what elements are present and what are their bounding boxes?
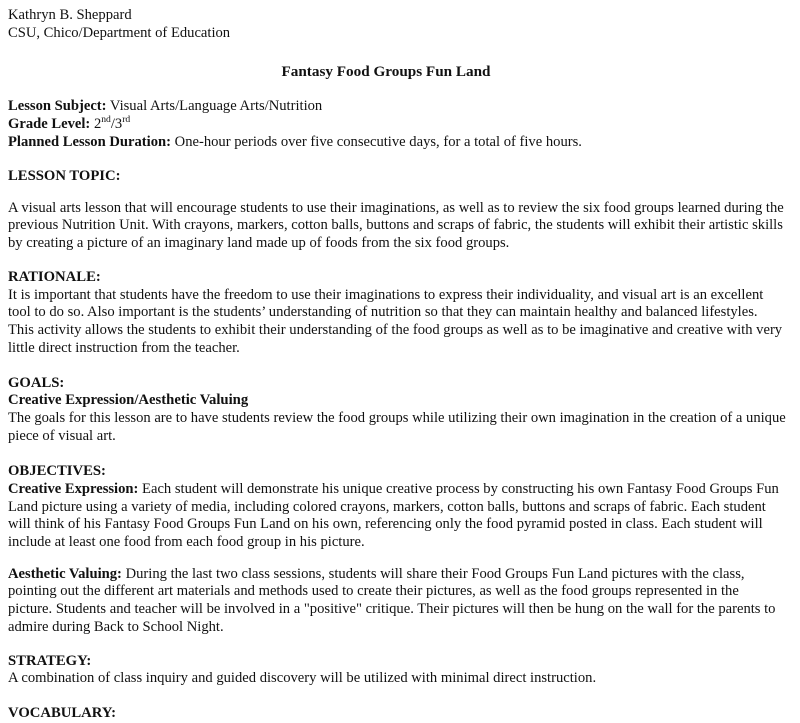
section-heading-goals: GOALS: (8, 374, 65, 391)
objective-creative-expression-label: Creative Expression: (8, 480, 139, 497)
objective-aesthetic-valuing-body: During the last two class sessions, students will share their Food Groups Fun Land pictures with the class, pointing out the different art materials and methods used to create their pictures, as well as the food groups represented in the picture. Students and teacher will be involved in a "positive" critique. Their pictures will then be hung on the wall for the parents to admire during Back to School Night. (8, 565, 776, 635)
grade-ordinal-base-1: 2 (93, 116, 102, 133)
author-header (8, 7, 786, 42)
section-vocabulary (8, 705, 786, 723)
section-heading-strategy: STRATEGY: (8, 652, 92, 669)
section-rationale (8, 269, 786, 358)
meta-grade-level (8, 116, 786, 134)
meta-lesson-subject-value: Visual Arts/Language Arts/Nutrition (109, 98, 323, 115)
grade-ordinal-suffix-1: nd (101, 114, 111, 126)
grade-ordinal-base-2: 3 (114, 116, 123, 133)
section-objectives (8, 463, 786, 637)
section-body-rationale: It is important that students have the freedom to use their imaginations to express their individuality, and visual art is an excellent tool to do so. Also important is the students’ understanding of nutrition so that they can maintain healthy and balanced lifestyles. This activity allows the students to exhibit their understanding of the food groups as well as to be imaginative and creative with very little direct instruction from the teacher. (8, 286, 783, 356)
meta-lesson-duration (8, 134, 786, 152)
section-strategy (8, 653, 786, 689)
meta-lesson-duration-label: Planned Lesson Duration: (8, 133, 171, 150)
lesson-metadata (8, 98, 786, 151)
page-title: Fantasy Food Groups Fun Land (281, 63, 491, 80)
section-subheading-goals: Creative Expression/Aesthetic Valuing (8, 392, 249, 409)
author-name: Kathryn B. Sheppard (8, 7, 132, 23)
meta-grade-level-label: Grade Level: (8, 116, 91, 133)
meta-lesson-duration-value: One-hour periods over five consecutive days, for a total of five hours. (174, 133, 582, 150)
grade-separator: / (110, 116, 115, 133)
grade-ordinal-suffix-2: rd (122, 114, 131, 126)
author-affiliation: CSU, Chico/Department of Education (8, 24, 231, 41)
section-lesson-topic (8, 168, 786, 253)
section-heading-vocabulary: VOCABULARY: (8, 705, 116, 722)
section-body-lesson-topic: A visual arts lesson that will encourage students to use their imaginations, as well as to review the six food groups learned during the previous Nutrition Unit. With crayons, markers, cotton balls, buttons and scraps of fabric, the students will exhibit their artistic skills by creating a picture of an imaginary land made up of foods from the six food groups. (8, 199, 784, 251)
meta-grade-level-value (94, 116, 130, 132)
objective-aesthetic-valuing-label: Aesthetic Valuing: (8, 565, 122, 582)
section-heading-rationale: RATIONALE: (8, 268, 101, 285)
objective-aesthetic-valuing (8, 566, 786, 637)
section-heading-lesson-topic: LESSON TOPIC: (8, 167, 121, 184)
section-body-goals: The goals for this lesson are to have students review the food groups while utilizing their own imagination in the creation of a unique piece of visual art. (8, 410, 786, 445)
section-goals (8, 375, 786, 446)
section-heading-objectives: OBJECTIVES: (8, 462, 106, 479)
objective-creative-expression (8, 481, 786, 552)
objective-creative-expression-body: Each student will demonstrate his unique creative process by constructing his own Fantasy Food Groups Fun Land picture using a variety of media, including colored crayons, markers, cotton balls, buttons and scraps of fabric. Each student will think of his Fantasy Food Groups Fun Land on his own, referencing only the food pyramid posted in class. Each student will include at least one food from each food group in his picture. (8, 480, 779, 550)
meta-lesson-subject-label: Lesson Subject: (8, 98, 107, 115)
section-body-strategy: A combination of class inquiry and guided discovery will be utilized with minimal direct instruction. (8, 670, 597, 687)
